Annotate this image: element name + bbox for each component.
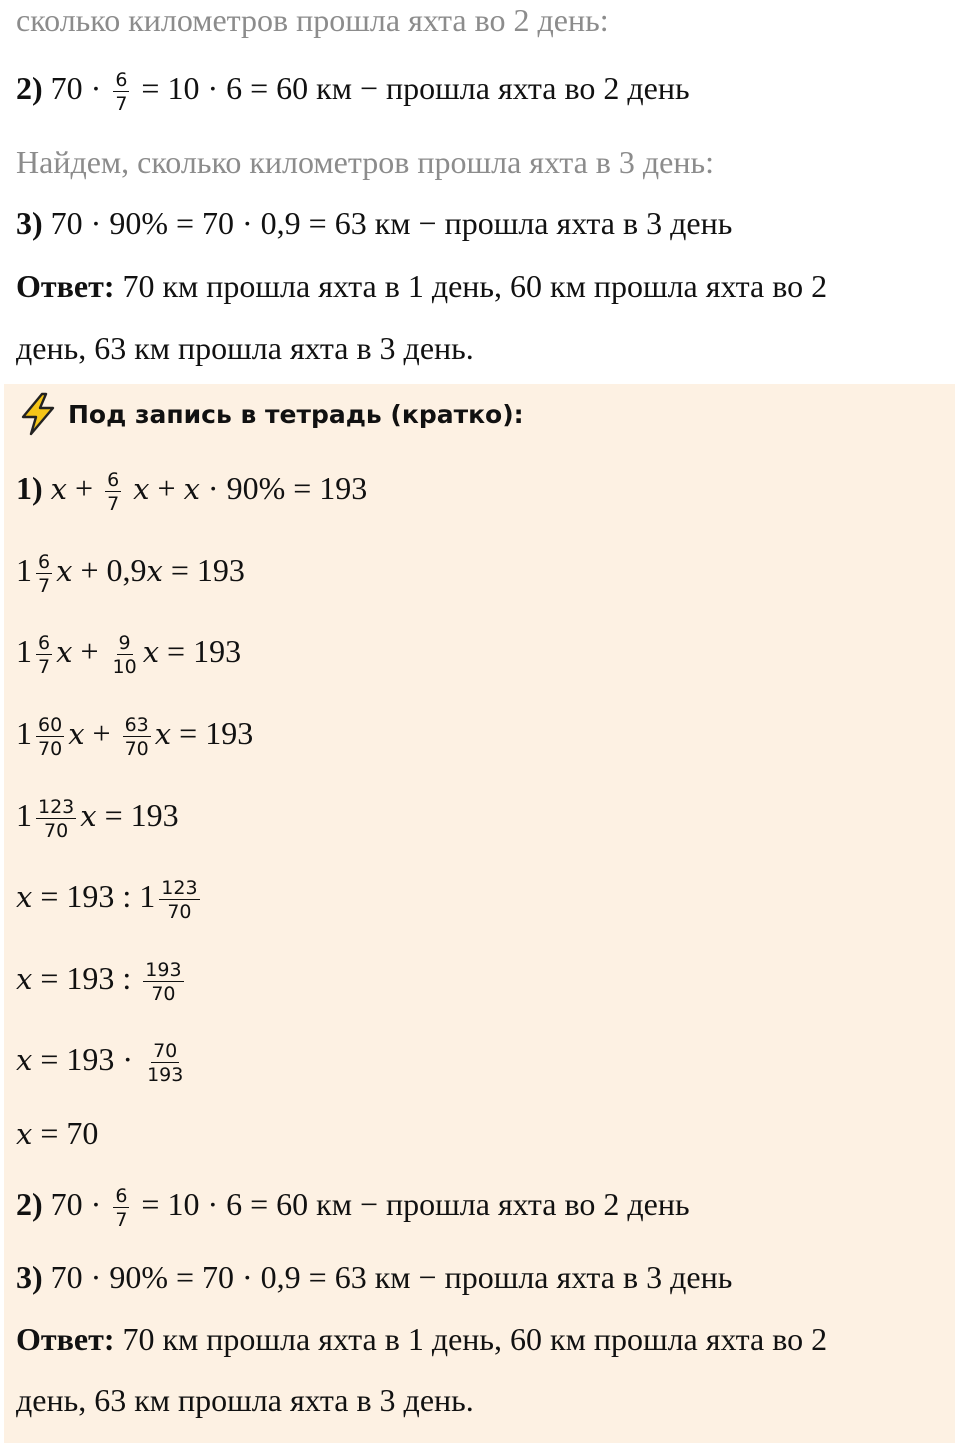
expr-part: · 90% = 193 — [207, 470, 368, 506]
hint-line-day2: сколько километров прошла яхта во 2 день: — [16, 2, 609, 38]
fraction-num: 60 — [38, 713, 63, 736]
hint-line-day3: Найдем, сколько километров прошла яхта в 3 день: — [16, 144, 714, 180]
fraction-num: 70 — [153, 1039, 178, 1062]
expr-part: = 193 — [167, 633, 242, 669]
note-eq-7 — [16, 958, 188, 1004]
expr-part: 70 · — [50, 70, 102, 106]
expr-part: + — [75, 470, 94, 506]
note-answer-line-1 — [16, 1319, 827, 1359]
variable-x: x — [183, 472, 200, 506]
expr-part: = 193 : — [40, 960, 132, 996]
fraction — [123, 715, 151, 759]
expr-part: 70 · — [50, 1186, 102, 1222]
fraction — [159, 878, 199, 922]
note-step-2 — [16, 1184, 690, 1230]
fraction-num: 9 — [118, 631, 131, 654]
fraction-num: 6 — [38, 631, 51, 654]
answer-text: 70 км прошла яхта в 1 день, 60 км прошла яхта во 2 — [122, 1321, 828, 1357]
variable-x: x — [16, 962, 33, 996]
step-number: 3) — [16, 205, 43, 241]
step-2-line — [16, 68, 690, 114]
fraction-den: 70 — [151, 982, 176, 1005]
fraction — [36, 552, 52, 596]
whole-part: 1 — [16, 633, 32, 669]
expr-part: + — [92, 715, 111, 751]
fraction-den: 10 — [112, 655, 137, 678]
answer-text: 70 км прошла яхта в 1 день, 60 км прошла яхта во 2 — [122, 268, 828, 304]
note-eq-3 — [16, 631, 241, 677]
variable-x: x — [133, 472, 150, 506]
note-title: Под запись в тетрадь (кратко): — [68, 399, 524, 429]
fraction-den: 7 — [115, 92, 128, 115]
variable-x: x — [56, 635, 73, 669]
note-eq-5 — [16, 795, 179, 841]
variable-x: x — [80, 799, 97, 833]
lightning-icon — [18, 392, 58, 436]
fraction-den: 70 — [124, 737, 149, 760]
answer-label: Ответ: — [16, 268, 115, 304]
variable-x: x — [50, 472, 68, 506]
expr-part: = 193 — [104, 797, 179, 833]
step-number: 1) — [16, 470, 43, 506]
step-number: 2) — [16, 1186, 43, 1222]
expr-part: = 193 : 1 — [40, 878, 156, 914]
fraction-den: 70 — [38, 737, 63, 760]
note-step-3 — [16, 1257, 732, 1297]
step-3-line — [16, 203, 732, 243]
variable-x: x — [16, 1117, 33, 1151]
expr-part: = 193 — [170, 552, 245, 588]
fraction — [143, 960, 183, 1004]
expr-part: = 70 — [40, 1115, 99, 1151]
expr-part: = 193 · — [40, 1041, 134, 1077]
fraction — [113, 1186, 129, 1230]
fraction-num: 123 — [38, 795, 75, 818]
variable-x: x — [16, 1043, 33, 1077]
fraction-num: 193 — [145, 958, 182, 981]
fraction — [105, 470, 121, 514]
fraction — [36, 797, 76, 841]
variable-x: x — [154, 717, 172, 751]
note-answer-line-2: день, 63 км прошла яхта в 3 день. — [16, 1382, 474, 1418]
note-eq-9 — [16, 1113, 98, 1154]
expr-part: = 10 · 6 = 60 км − прошла яхта во 2 день — [141, 1186, 690, 1222]
fraction — [36, 715, 64, 759]
fraction-num: 6 — [38, 550, 51, 573]
note-header — [18, 390, 524, 438]
note-eq-4 — [16, 713, 253, 759]
answer-line-2: день, 63 км прошла яхта в 3 день. — [16, 330, 474, 366]
fraction-num: 6 — [115, 68, 128, 91]
fraction-num: 123 — [161, 876, 198, 899]
note-eq-6 — [16, 876, 204, 922]
fraction-den: 193 — [147, 1063, 184, 1086]
note-eq-2 — [16, 550, 245, 596]
fraction-den: 70 — [167, 900, 192, 923]
fraction-num: 6 — [107, 468, 120, 491]
step-number: 3) — [16, 1259, 43, 1295]
expr-part: 70 · 90% = 70 · 0,9 = 63 км − прошла яхта в 3 день — [50, 205, 733, 241]
fraction — [145, 1041, 185, 1085]
expr-part: 70 · 90% = 70 · 0,9 = 63 км − прошла яхта в 3 день — [50, 1259, 733, 1295]
fraction-den: 70 — [44, 819, 69, 842]
fraction-den: 7 — [38, 574, 51, 597]
expr-part: + — [157, 470, 176, 506]
whole-part: 1 — [16, 552, 32, 588]
expr-part: + 0,9 — [80, 552, 147, 588]
whole-part: 1 — [16, 715, 32, 751]
answer-label: Ответ: — [16, 1321, 115, 1357]
fraction — [36, 633, 52, 677]
fraction — [113, 70, 129, 114]
variable-x: x — [68, 717, 85, 751]
note-eq-8 — [16, 1039, 189, 1085]
expr-part: = 193 — [179, 715, 254, 751]
expr-part: + — [80, 633, 99, 669]
step-number: 2) — [16, 70, 43, 106]
answer-line-1 — [16, 266, 827, 306]
fraction-den: 7 — [38, 655, 51, 678]
fraction-num: 63 — [124, 713, 149, 736]
fraction — [111, 633, 139, 677]
fraction-num: 6 — [115, 1184, 128, 1207]
fraction-den: 7 — [115, 1208, 128, 1231]
variable-x: x — [56, 554, 73, 588]
expr-part: = 10 · 6 = 60 км − прошла яхта во 2 день — [141, 70, 690, 106]
variable-x: x — [16, 880, 33, 914]
whole-part: 1 — [16, 797, 32, 833]
note-step-1 — [16, 468, 367, 514]
variable-x: x — [146, 554, 163, 588]
variable-x: x — [142, 635, 160, 669]
fraction-den: 7 — [107, 492, 120, 515]
